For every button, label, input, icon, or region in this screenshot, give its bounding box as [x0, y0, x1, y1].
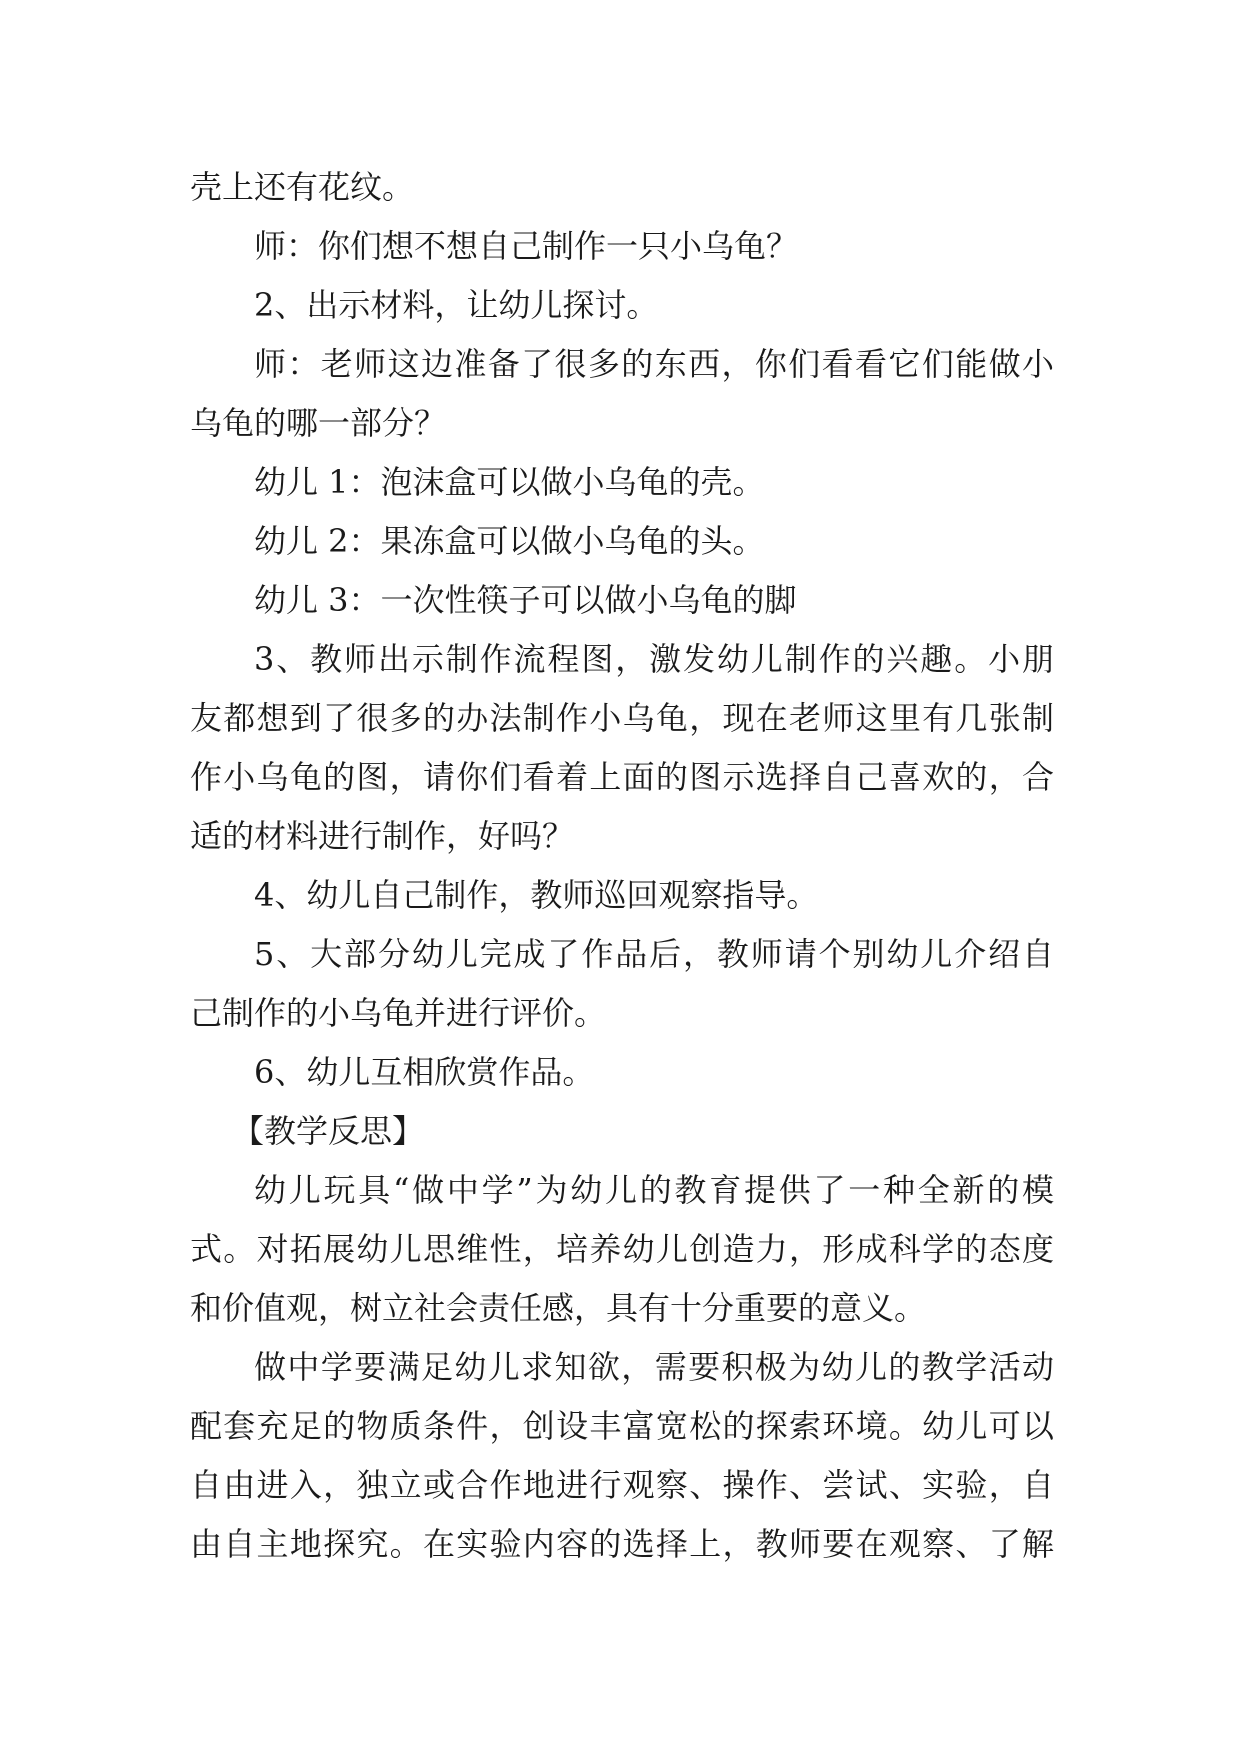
text-line: 3、教师出示制作流程图，激发幼儿制作的兴趣。小朋: [254, 640, 1054, 678]
text-line: 4、幼儿自己制作，教师巡回观察指导。: [254, 876, 819, 914]
text-line: 幼儿 3：一次性筷子可以做小乌龟的脚: [254, 581, 797, 619]
text-line: 作小乌龟的图，请你们看着上面的图示选择自己喜欢的，合: [190, 758, 1054, 796]
text-line: 壳上还有花纹。: [190, 168, 415, 206]
text-line: 适的材料进行制作，好吗？: [190, 817, 575, 855]
text-line: 己制作的小乌龟并进行评价。: [190, 994, 607, 1032]
text-line: 2、出示材料，让幼儿探讨。: [254, 286, 659, 324]
section-heading: 【教学反思】: [232, 1112, 425, 1150]
text-line: 式。对拓展幼儿思维性，培养幼儿创造力，形成科学的态度: [190, 1230, 1054, 1268]
text-line: 师：老师这边准备了很多的东西，你们看看它们能做小: [254, 345, 1054, 383]
text-line: 由自主地探究。在实验内容的选择上，教师要在观察、了解: [190, 1525, 1054, 1563]
text-line: 做中学要满足幼儿求知欲，需要积极为幼儿的教学活动: [254, 1348, 1054, 1386]
text-line: 6、幼儿互相欣赏作品。: [254, 1053, 595, 1091]
text-line: 幼儿 1：泡沫盒可以做小乌龟的壳。: [254, 463, 765, 501]
text-line: 幼儿玩具“做中学”为幼儿的教育提供了一种全新的模: [254, 1171, 1054, 1209]
text-line: 和价值观，树立社会责任感，具有十分重要的意义。: [190, 1289, 927, 1327]
text-line: 5、大部分幼儿完成了作品后，教师请个别幼儿介绍自: [254, 935, 1054, 973]
text-line: 师：你们想不想自己制作一只小乌龟？: [254, 227, 799, 265]
text-line: 乌龟的哪一部分？: [190, 404, 447, 442]
text-line: 配套充足的物质条件，创设丰富宽松的探索环境。幼儿可以: [190, 1407, 1054, 1445]
body-text: [190, 158, 1054, 1574]
text-line: 自由进入，独立或合作地进行观察、操作、尝试、实验，自: [190, 1466, 1054, 1504]
text-line: 幼儿 2：果冻盒可以做小乌龟的头。: [254, 522, 765, 560]
text-line: 友都想到了很多的办法制作小乌龟，现在老师这里有几张制: [190, 699, 1054, 737]
